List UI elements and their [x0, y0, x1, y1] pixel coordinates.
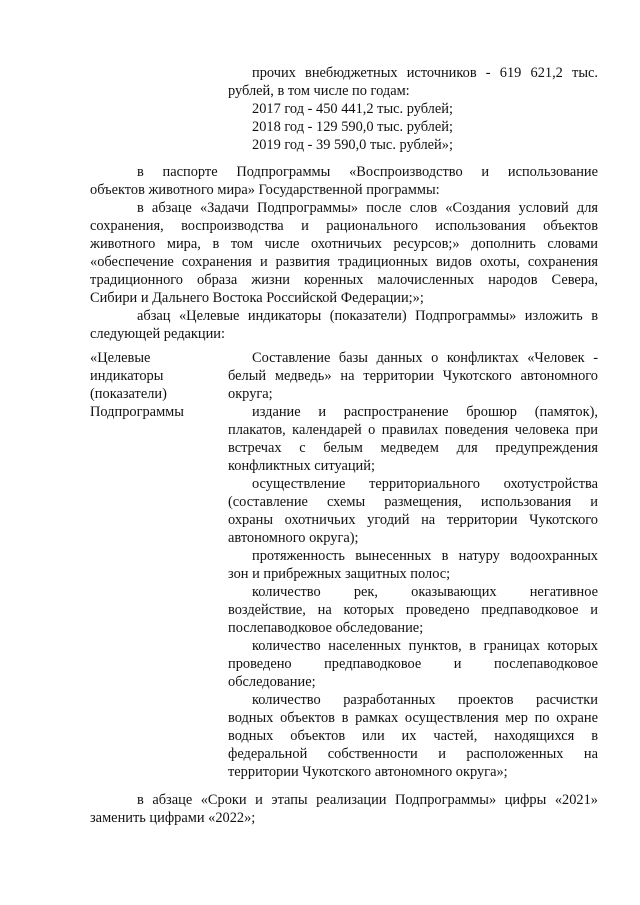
item-line-9: (составление схемы размещения, использования и: [228, 494, 598, 510]
tasks-line-5: традиционного образа жизни коренных малочисленных народов Севера,: [90, 272, 598, 288]
item-line-16: послепаводковое обследование;: [228, 620, 424, 636]
tasks-line-4: «обеспечение сохранения и развития традиционных видов охоты, сохранения: [90, 254, 598, 270]
item-line-13: зон и прибрежных защитных полос;: [228, 566, 451, 582]
funding-line-1: прочих внебюджетных источников - 619 621,2 тыс.: [252, 65, 598, 81]
passport-line-2: объектов животного мира» Государственной программы:: [90, 182, 440, 198]
funding-2019: 2019 год - 39 590,0 тыс. рублей»;: [252, 137, 453, 153]
indicators-label-line-3: (показатели): [90, 386, 167, 402]
item-line-12: протяженность вынесенных в натуру водоохранных: [252, 548, 598, 564]
funding-line-2: рублей, в том числе по годам:: [228, 83, 410, 99]
item-line-10: охраны охотничьих угодий на территории Чукотского: [228, 512, 598, 528]
funding-2017: 2017 год - 450 441,2 тыс. рублей;: [252, 101, 453, 117]
indicators-intro-line-1: абзац «Целевые индикаторы (показатели) Подпрограммы» изложить в: [137, 308, 598, 324]
indicators-label-line-2: индикаторы: [90, 368, 164, 384]
item-line-20: количество разработанных проектов расчистки: [252, 692, 598, 708]
item-line-21: водных объектов в рамках осуществления мер по охране: [228, 710, 598, 726]
tasks-line-2: сохранения, воспроизводства и рационального использования объектов: [90, 218, 598, 234]
item-line-22: водных объектов или их частей, находящихся в: [228, 728, 598, 744]
item-line-2: белый медведь» на территории Чукотского автономного: [228, 368, 598, 384]
item-line-1: Составление базы данных о конфликтах «Человек -: [252, 350, 598, 366]
item-line-11: автономного округа);: [228, 530, 359, 546]
item-line-3: округа;: [228, 386, 273, 402]
passport-line-1: в паспорте Подпрограммы «Воспроизводство и использование: [137, 164, 598, 180]
item-line-7: конфликтных ситуаций;: [228, 458, 375, 474]
item-line-18: проведено предпаводковое и послепаводковое: [228, 656, 598, 672]
tasks-line-6: Сибири и Дальнего Востока Российской Федерации;»;: [90, 290, 424, 306]
item-line-6: встречах с белым медведем для предупреждения: [228, 440, 598, 456]
funding-2018: 2018 год - 129 590,0 тыс. рублей;: [252, 119, 453, 135]
terms-line-2: заменить цифрами «2022»;: [90, 810, 256, 826]
item-line-19: обследование;: [228, 674, 316, 690]
tasks-line-3: животного мира, в том числе охотничьих ресурсов;» дополнить словами: [90, 236, 598, 252]
item-line-14: количество рек, оказывающих негативное: [252, 584, 598, 600]
item-line-23: федеральной собственности и расположенных на: [228, 746, 598, 762]
indicators-label-line-1: «Целевые: [90, 350, 151, 366]
item-line-5: плакатов, календарей о правилах поведения человека при: [228, 422, 598, 438]
terms-line-1: в абзаце «Сроки и этапы реализации Подпрограммы» цифры «2021»: [137, 792, 598, 808]
tasks-line-1: в абзаце «Задачи Подпрограммы» после слов «Создания условий для: [137, 200, 598, 216]
indicators-label: [90, 349, 210, 421]
indicators-intro-line-2: следующей редакции:: [90, 326, 225, 342]
item-line-17: количество населенных пунктов, в границах которых: [252, 638, 598, 654]
item-line-24: территории Чукотского автономного округа»;: [228, 764, 508, 780]
item-line-15: воздействие, на которых проведено предпаводковое и: [228, 602, 598, 618]
indicators-label-line-4: Подпрограммы: [90, 404, 184, 420]
item-line-8: осуществление территориального охотустройства: [252, 476, 598, 492]
item-line-4: издание и распространение брошюр (памяток),: [252, 404, 598, 420]
